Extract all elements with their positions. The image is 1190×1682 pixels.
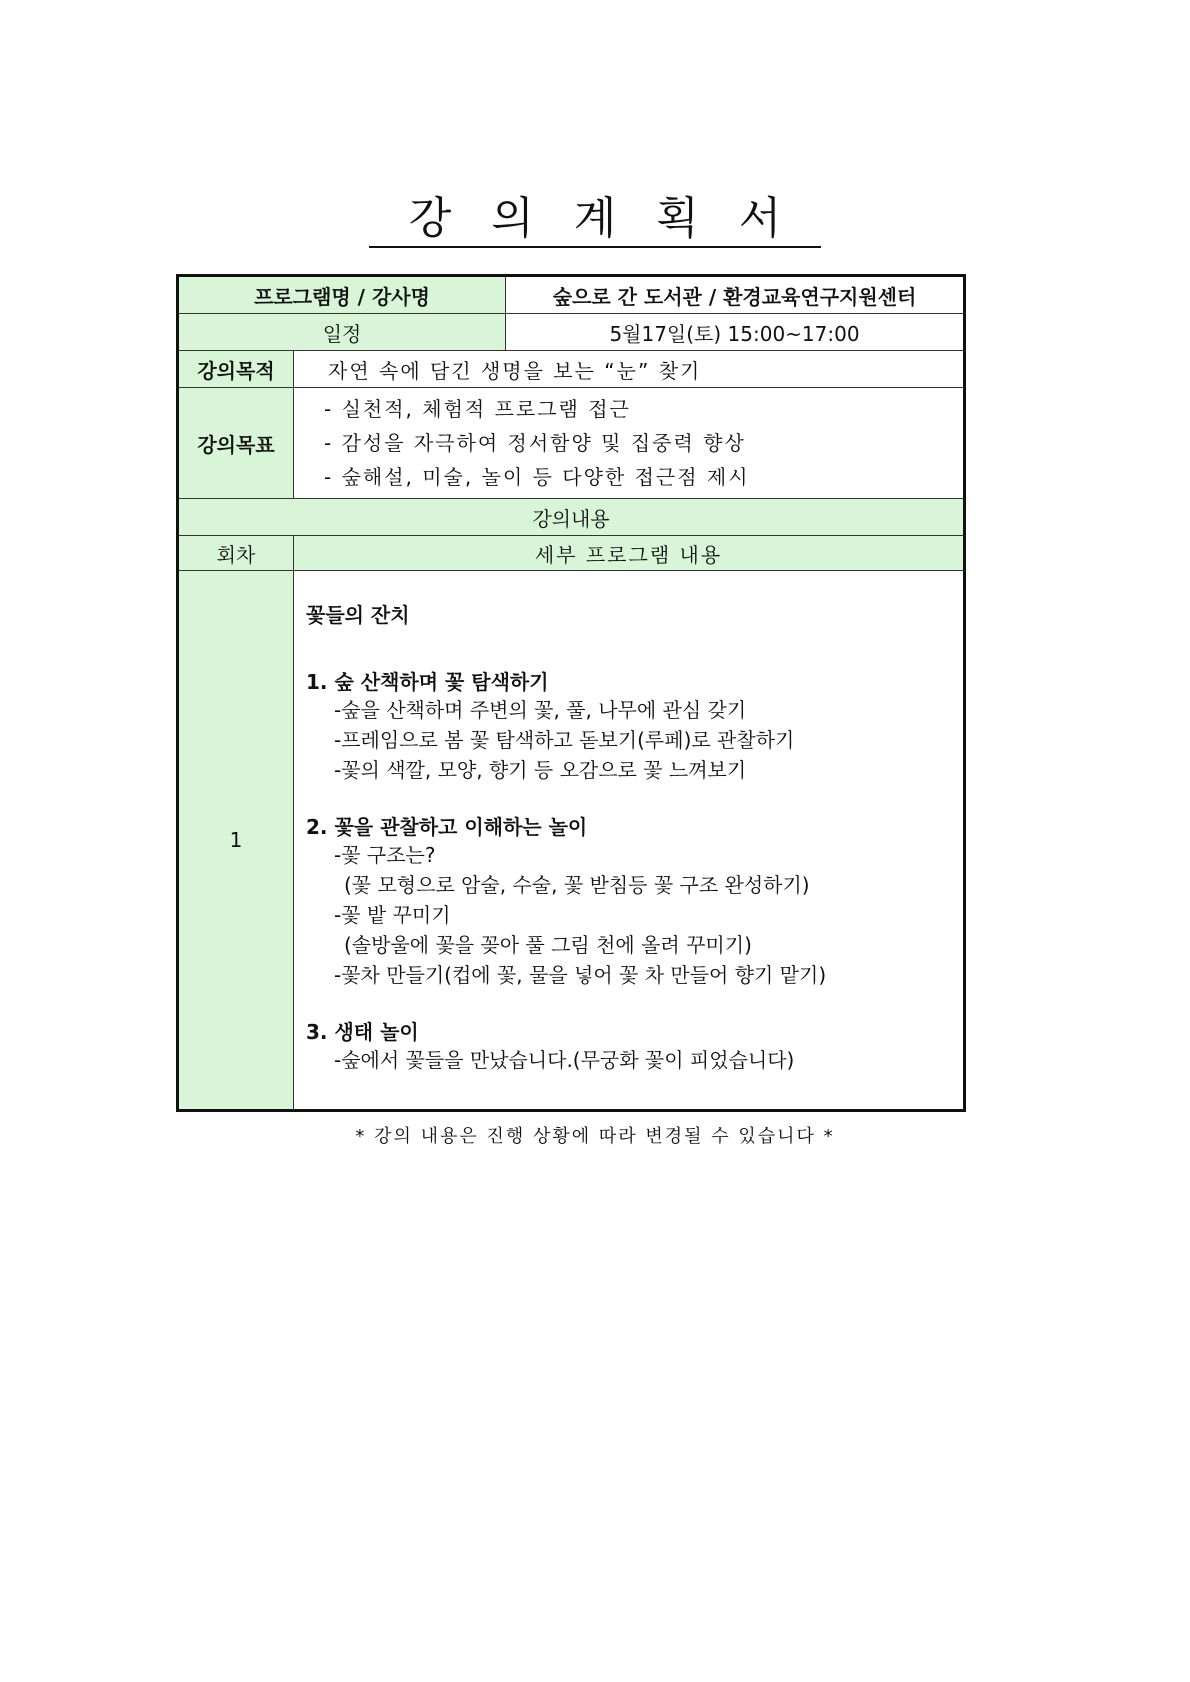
schedule-label: 일정: [178, 314, 506, 351]
session-title: 꽃들의 잔치: [306, 603, 410, 627]
content-header: 강의내용: [178, 499, 965, 536]
section2-line: -꽃차 만들기(컵에 꽃, 물을 넣어 꽃 차 만들어 향기 맡기): [334, 963, 827, 987]
section2-heading: 2. 꽃을 관찰하고 이해하는 놀이: [306, 815, 588, 839]
program-label: 프로그램명 / 강사명: [178, 276, 506, 314]
page-title-text: 강의계획서: [369, 192, 822, 248]
goal-item: - 실천적, 체험적 프로그램 접근: [324, 397, 631, 421]
goal-item: - 숲해설, 미술, 놀이 등 다양한 접근점 제시: [324, 465, 750, 489]
lecture-plan-table: [176, 274, 966, 1112]
schedule-value: 5월17일(토) 15:00~17:00: [506, 314, 965, 351]
detail-label: 세부 프로그램 내용: [294, 536, 965, 571]
purpose-value: 자연 속에 담긴 생명을 보는 “눈” 찾기: [294, 351, 965, 388]
purpose-row: [178, 351, 965, 388]
session-label: 회차: [178, 536, 294, 571]
session-content: [294, 571, 965, 1111]
section3-line: -숲에서 꽃들을 만났습니다.(무궁화 꽃이 피었습니다): [334, 1048, 795, 1072]
section1-line: -꽃의 색깔, 모양, 향기 등 오감으로 꽃 느껴보기: [334, 758, 747, 782]
program-value: 숲으로 간 도서관 / 환경교육연구지원센터: [506, 276, 965, 314]
section1-line: -숲을 산책하며 주변의 꽃, 풀, 나무에 관심 갖기: [334, 698, 747, 722]
goals-row: [178, 388, 965, 499]
section3-heading: 3. 생태 놀이: [306, 1020, 419, 1044]
session-row: [178, 571, 965, 1111]
section1-line: -프레임으로 봄 꽃 탐색하고 돋보기(루페)로 관찰하기: [334, 728, 795, 752]
goals-list: [294, 388, 965, 499]
program-row: [178, 276, 965, 314]
goals-label: 강의목표: [178, 388, 294, 499]
session-number: 1: [178, 571, 294, 1111]
section2-line: (꽃 모형으로 암술, 수술, 꽃 받침등 꽃 구조 완성하기): [344, 873, 810, 897]
goal-item: - 감성을 자극하여 정서함양 및 집중력 향상: [324, 431, 746, 455]
column-header-row: [178, 536, 965, 571]
page-title: [0, 192, 1190, 248]
schedule-row: [178, 314, 965, 351]
footnote: * 강의 내용은 진행 상황에 따라 변경될 수 있습니다 *: [355, 1126, 835, 1147]
content-header-row: [178, 499, 965, 536]
section2-line: -꽃 구조는?: [334, 843, 436, 867]
section2-line: -꽃 밭 꾸미기: [334, 903, 451, 927]
section2-line: (솔방울에 꽃을 꽂아 풀 그림 천에 올려 꾸미기): [344, 933, 752, 957]
purpose-label: 강의목적: [178, 351, 294, 388]
section1-heading: 1. 숲 산책하며 꽃 탐색하기: [306, 670, 549, 694]
